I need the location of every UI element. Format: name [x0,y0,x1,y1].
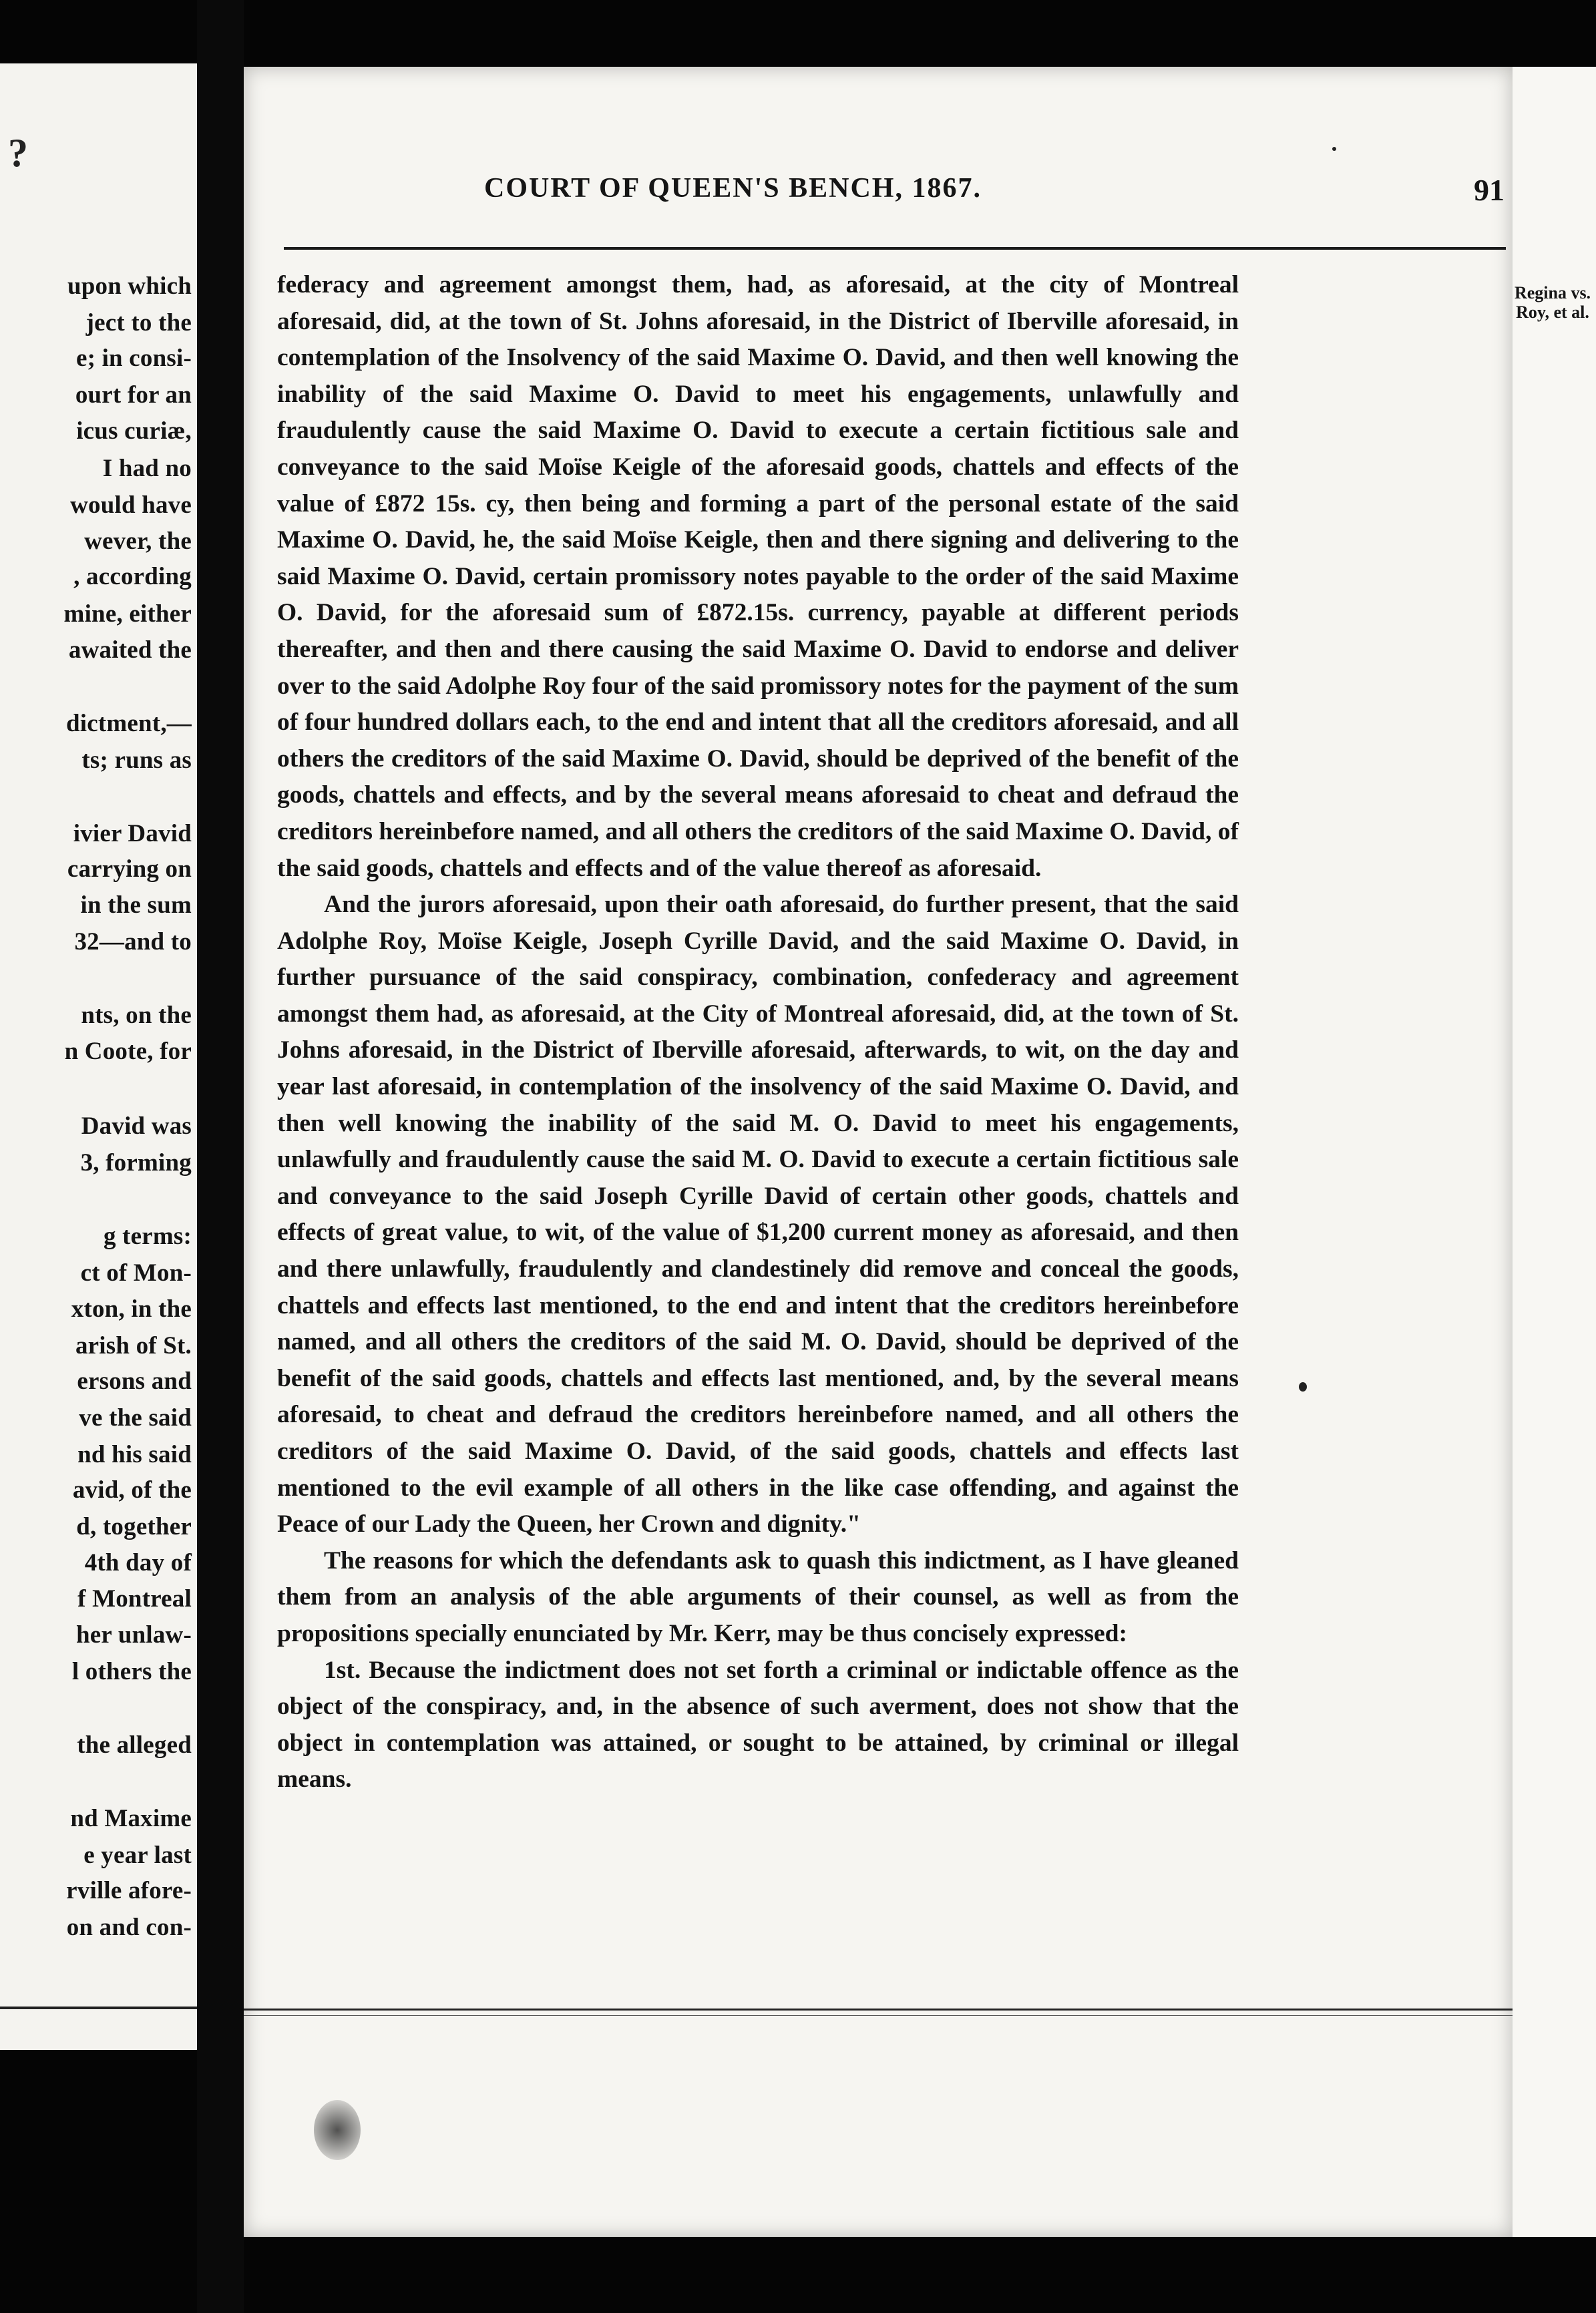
facing-page-line: ject to the [85,309,192,337]
facing-page-line: , according [73,563,192,590]
page-number: 91 [1474,173,1505,207]
facing-page-line: awaited the [68,636,192,664]
paragraph: 1st. Because the indictment does not set forth a criminal or indictable offence as the object of the conspiracy, and, in the absence of such averment, does not show that the object in contemplation was attained, or sought to be attained, by criminal or illegal means. [277,1656,1239,1794]
facing-page-line: David was [81,1112,192,1140]
running-header [484,172,1505,219]
paragraph: federacy and agreement amongst them, had, as aforesaid, at the city of Montreal aforesaid, did, at the town of St. Johns aforesaid, in the District of Iberville aforesaid, in contemplation of the Insolvency of the said Maxime O. David, and then well knowing the inability of the said Maxime O. David to meet his engagements, unlawfully and fraudulently cause the said Maxime O. David to execute a certain fictitious sale and conveyance to the said Moïse Keigle of the aforesaid goods, chattels and effects of the value of £872 15s. cy, then being and forming a part of the personal estate of the said Maxime O. David, he, the said Moïse Keigle, then and there signing and delivering to the said Maxime O. David, certain promissory notes payable to the order of the said Maxime O. David, for the aforesaid sum of £872.15s. currency, payable at different periods thereafter, and then and there causing the said Maxime O. David to endorse and deliver over to the said Adolphe Roy four of the said promissory notes for the payment of the sum of four hundred dollars each, to the end and intent that all the creditors aforesaid, and all others the creditors of the said Maxime O. David, should be deprived of the benefit of the goods, chattels and effects, and by the several means aforesaid to cheat and defraud the creditors hereinbefore named, and all others the creditors of the said Maxime O. David, of the said goods, chattels and effects and of the value thereof as aforesaid. [277,271,1239,882]
facing-page-line: e; in consi- [75,345,192,372]
facing-page-line: rville afore- [66,1877,192,1904]
facing-page-line: ersons and [77,1368,192,1395]
facing-page-line: dictment,— [66,710,192,737]
facing-page-line: xton, in the [71,1295,192,1323]
facing-page-line: n Coote, for [64,1038,192,1065]
facing-page-line: I had no [102,455,192,482]
paragraph: The reasons for which the defendants ask to quash this indictment, as I have gleaned them from an analysis of the able arguments of their counsel, as well as from the propositions specially enunciated by Mr. Kerr, may be thus concisely expressed: [277,1546,1239,1647]
facing-page-line: nd his said [77,1441,192,1468]
facing-page-line: 32—and to [74,928,192,956]
facing-page-line: e year last [83,1842,192,1869]
facing-page-line: arish of St. [75,1332,192,1359]
ink-stain [314,2100,361,2160]
facing-page-line: ct of Mon- [80,1259,192,1287]
facing-page-line: 4th day of [84,1549,192,1576]
running-header-title: COURT OF QUEEN'S BENCH, 1867. [484,173,982,204]
ink-speck [1299,1382,1307,1392]
body-text [277,267,1239,1798]
facing-page-line: d, together [76,1513,192,1540]
facing-page-line: g terms: [103,1223,192,1250]
facing-page-line: the alleged [77,1731,192,1759]
facing-page-line: nts, on the [81,1002,192,1029]
facing-page-line: ts; runs as [81,747,192,774]
facing-page-line: wever, the [84,528,192,555]
facing-page-line: ve the said [79,1404,192,1432]
facing-page-line: avid, of the [72,1476,192,1504]
facing-page-line: mine, either [63,600,192,628]
facing-page-line: in the sum [80,891,192,919]
bottom-rule [244,2009,1513,2011]
facing-page-line: would have [70,491,192,519]
facing-page-line: f Montreal [77,1585,192,1613]
facing-page-line: 3, forming [80,1149,192,1177]
bottom-rule-thin [244,2015,1513,2016]
paragraph: And the jurors aforesaid, upon their oath aforesaid, do further present, that the said Adolphe Roy, Moïse Keigle, Joseph Cyrille David, and the said Maxime O. David, in further pursuance of the said conspiracy, combination, confederacy and agreement amongst them had, as aforesaid, at the City of Montreal aforesaid, did, at the town of St. Johns aforesaid, in the District of Iberville aforesaid, afterwards, to wit, on the day and year last aforesaid, in contemplation of the insolvency of the said Maxime O. David, and then well knowing the inability of the said M. O. David to meet his engagements, unlawfully and fraudulently cause the said M. O. David to execute a certain fictitious sale and conveyance to the said Joseph Cyrille David of certain other goods, chattels and effects of great value, to wit, of the value of $1,200 current money as aforesaid, and then and there unlawfully, fraudulently and clandestinely did remove and conceal the goods, chattels and effects last mentioned, to the end and intent that the creditors hereinbefore named, and all others the creditors of the said M. O. David, should be deprived of the benefit of the said goods, chattels and effects last mentioned, and, by the several means aforesaid, to cheat and defraud the creditors hereinbefore named, and all others the creditors of the said Maxime O. David, of the said goods, chattels and effects last mentioned to the evil example of all others in the like case offending, and against the Peace of our Lady the Queen, her Crown and dignity." [277,891,1239,1538]
facing-page-line: carrying on [67,855,192,883]
facing-page-line: on and con- [66,1914,192,1941]
facing-page-line: her unlaw- [76,1621,192,1649]
facing-page-rule [0,2007,197,2009]
facing-page-line: l others the [71,1658,192,1685]
facing-page-line: ourt for an [75,381,192,409]
facing-page-fragment [0,63,197,2050]
facing-page-line: upon which [67,272,192,300]
facing-page-line: ivier David [73,820,192,847]
ink-speck [1332,147,1336,151]
facing-page-line: nd Maxime [70,1805,192,1832]
page-mark: ? [8,131,28,175]
margin-note: Regina vs. Roy, et al. [1514,283,1591,322]
book-gutter [197,0,244,2313]
header-rule [284,247,1506,250]
facing-page-line: icus curiæ, [76,417,192,445]
page-margin-right [1513,67,1596,2237]
scanned-page [244,67,1513,2237]
